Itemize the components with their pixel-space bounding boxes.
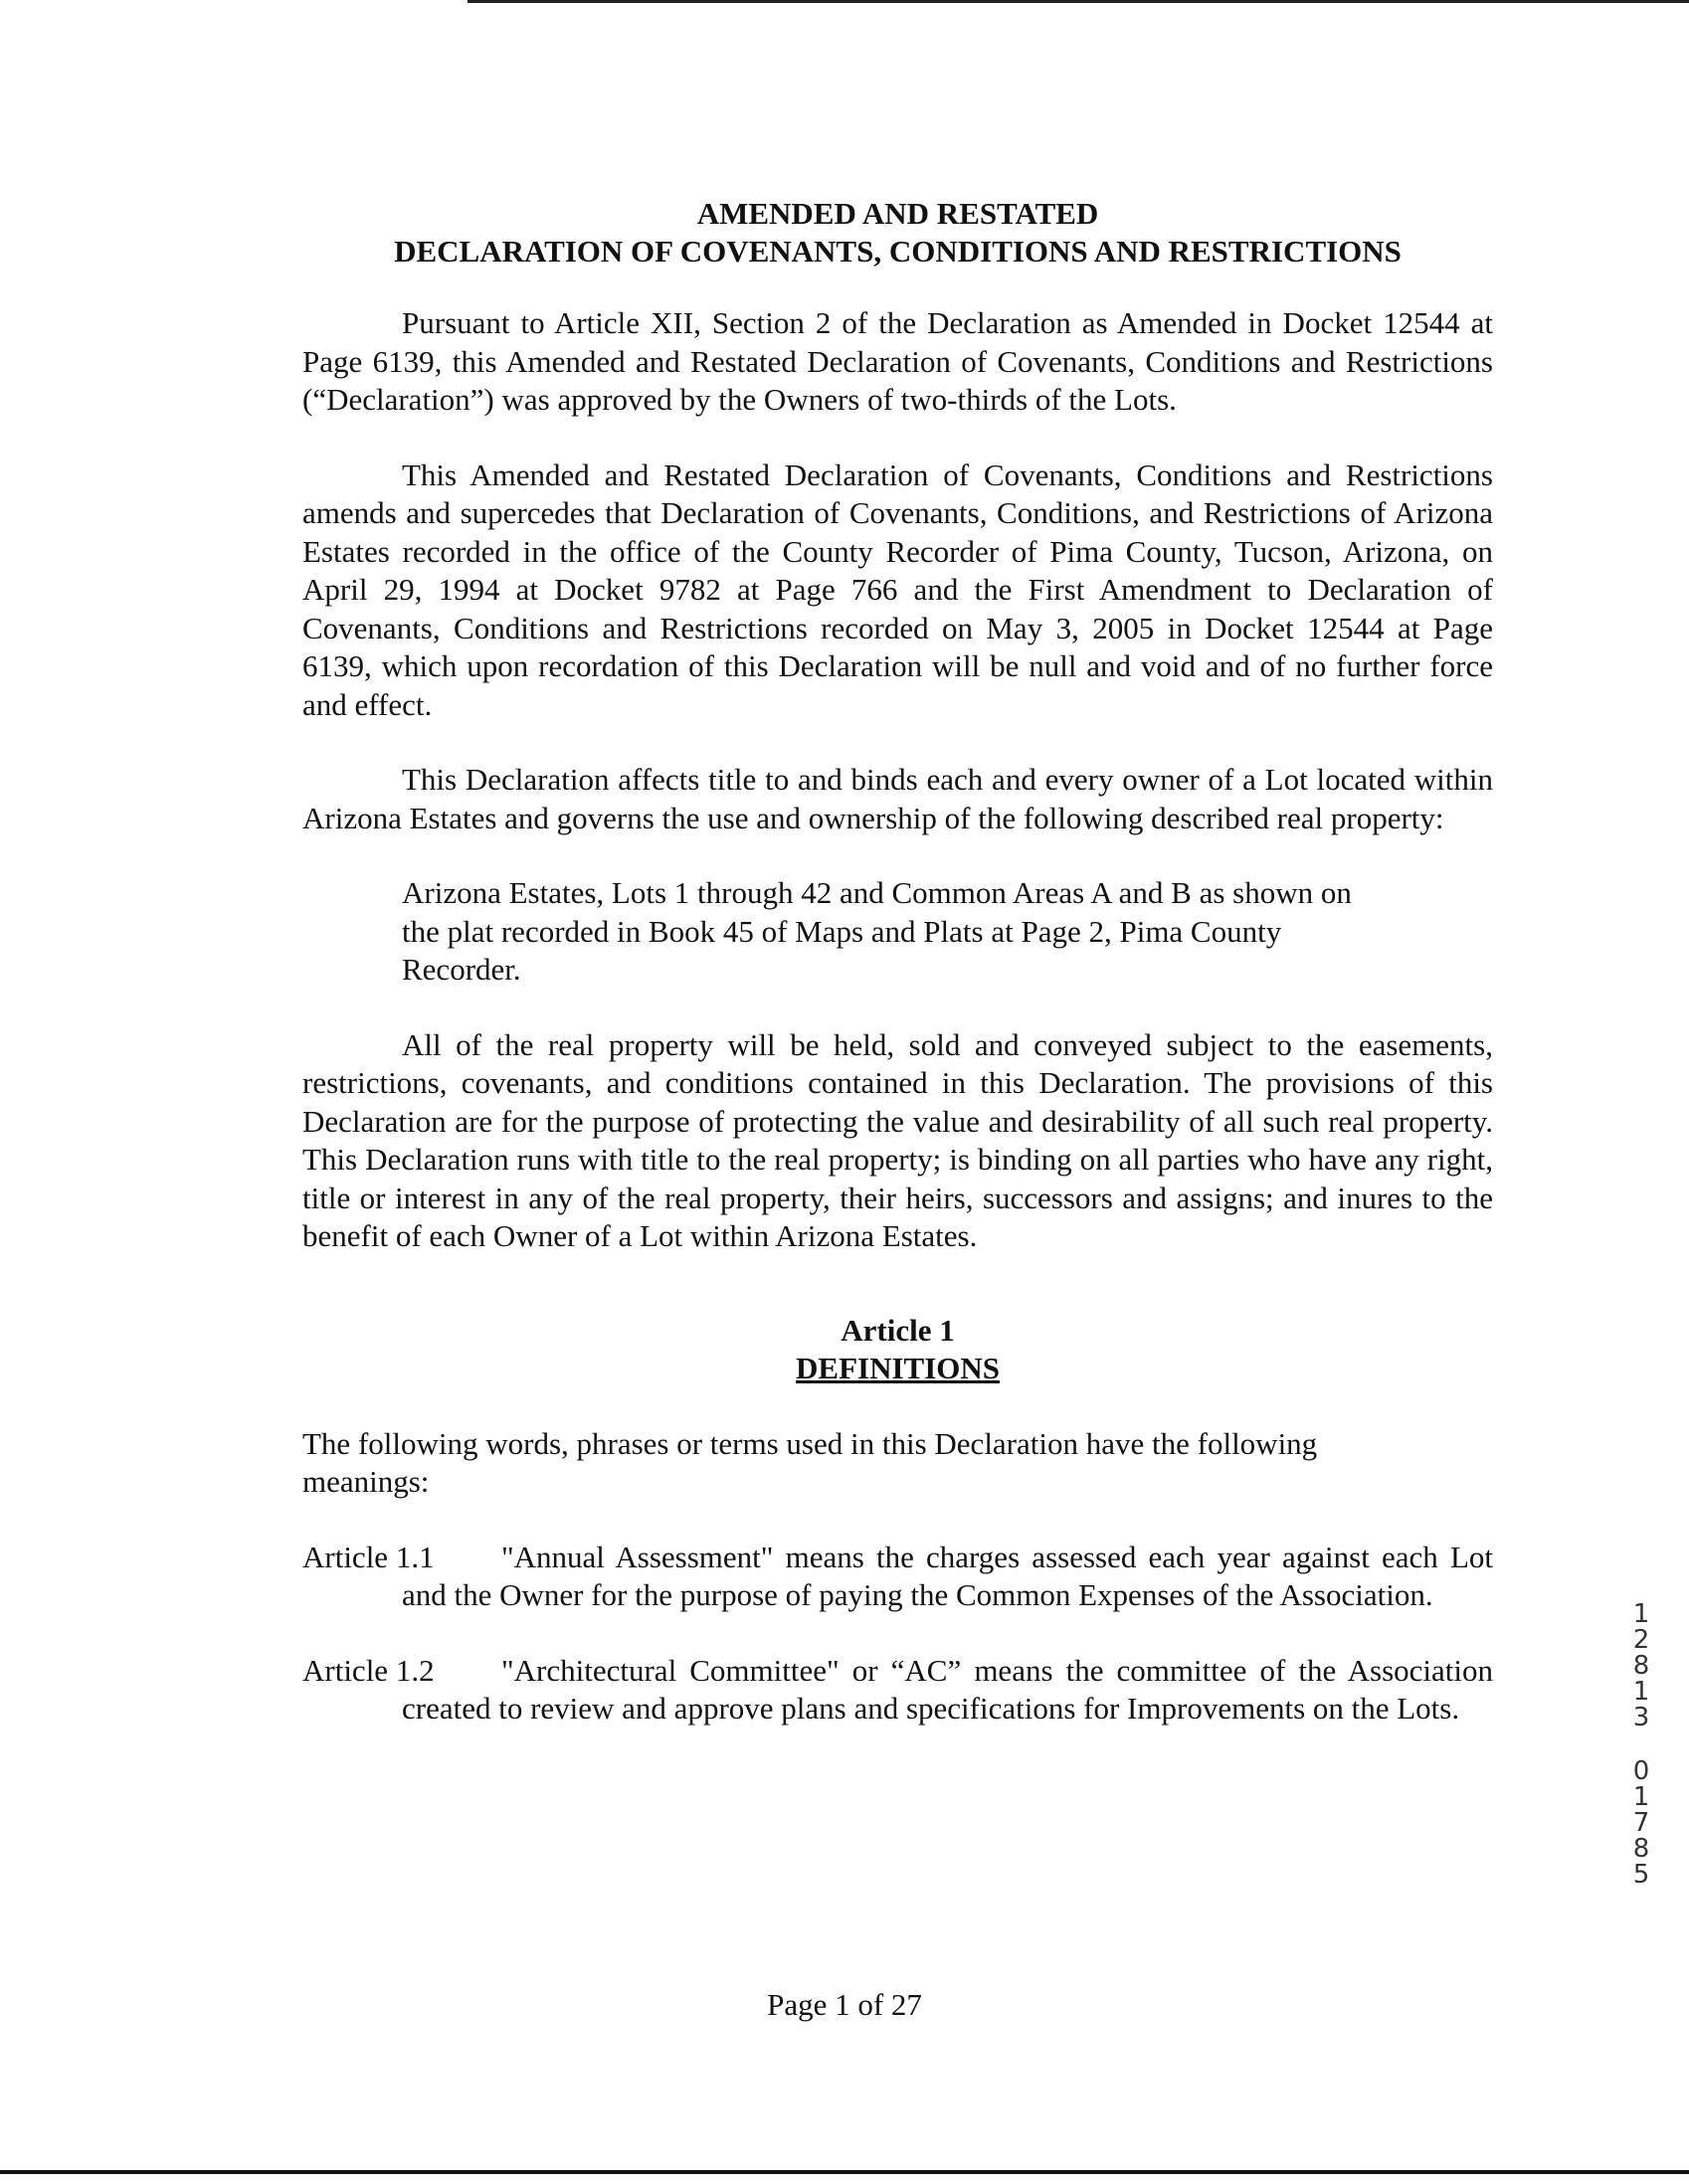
docket-digit: 1 bbox=[1632, 1782, 1650, 1812]
docket-stamp bbox=[1621, 1601, 1661, 1888]
docket-digit: 0 bbox=[1632, 1756, 1650, 1786]
docket-digit: 5 bbox=[1632, 1860, 1650, 1890]
article-title: DEFINITIONS bbox=[796, 1350, 1000, 1385]
scan-top-border bbox=[468, 0, 1689, 3]
paragraph-1: Pursuant to Article XII, Section 2 of the Declaration as Amended in Docket 12544 at Page 6139, this Amended and Restated Declaration of Covenants, Conditions and Restrictions (“Declaration”) was approved by the Owners of two-thirds of the Lots. bbox=[302, 305, 1493, 417]
definition-text: "Annual Assessment" means the charges assessed each year against each Lot and the Owner for the purpose of paying the Common Expenses of the Association. bbox=[402, 1539, 1493, 1612]
definition-text: "Architectural Committee" or “AC” means the committee of the Association created to review and approve plans and specifications for Improvements on the Lots. bbox=[402, 1652, 1493, 1726]
docket-digit: 1 bbox=[1632, 1599, 1650, 1629]
docket-digit: 7 bbox=[1632, 1808, 1650, 1838]
document-title-line1: AMENDED AND RESTATED bbox=[696, 196, 1099, 231]
docket-digit: 3 bbox=[1632, 1703, 1650, 1732]
definitions-intro: The following words, phrases or terms used in this Declaration have the following meanings: bbox=[302, 1425, 1318, 1499]
docket-digit: 8 bbox=[1632, 1651, 1650, 1681]
document-page bbox=[302, 195, 1493, 1729]
document-title-line2: DECLARATION OF COVENANTS, CONDITIONS AND RESTRICTIONS bbox=[394, 234, 1402, 269]
docket-digit: 1 bbox=[1632, 1677, 1650, 1707]
definition-number: Article 1.1 bbox=[302, 1539, 435, 1574]
page-footer: Page 1 of 27 bbox=[767, 1987, 922, 2022]
article-heading: Article 1 bbox=[841, 1312, 955, 1348]
paragraph-4: All of the real property will be held, sold and conveyed subject to the easements, restrictions, covenants, and conditions contained in this Declaration. The provisions of this Declaration are for the purpose of protecting the value and desirability of all such real property. This Declaration runs with title to the real property; is binding on all parties who have any right, title or interest in any of the real property, their heirs, successors and assigns; and inures to the benefit of each Owner of a Lot within Arizona Estates. bbox=[302, 1026, 1493, 1253]
legal-description: Arizona Estates, Lots 1 through 42 and Common Areas A and B as shown on the plat recorded in Book 45 of Maps and Plats at Page 2, Pima County Recorder. bbox=[402, 875, 1352, 987]
definition-item bbox=[302, 1652, 1493, 1729]
scan-bottom-border bbox=[0, 2170, 1689, 2174]
docket-digit: 2 bbox=[1632, 1625, 1650, 1655]
paragraph-2: This Amended and Restated Declaration of Covenants, Conditions and Restrictions amends and supercedes that Declaration of Covenants, Conditions, and Restrictions of Arizona Estates recorded in the office of the County Recorder of Pima County, Tucson, Arizona, on April 29, 1994 at Docket 9782 at Page 766 and the First Amendment to Declaration of Covenants, Conditions and Restrictions recorded on May 3, 2005 in Docket 12544 at Page 6139, which upon recordation of this Declaration will be null and void and of no further force and effect. bbox=[302, 456, 1493, 722]
docket-digit: 8 bbox=[1632, 1834, 1650, 1864]
paragraph-3: This Declaration affects title to and binds each and every owner of a Lot located within Arizona Estates and governs the use and ownership of the following described real property: bbox=[302, 762, 1493, 835]
definition-number: Article 1.2 bbox=[302, 1652, 435, 1688]
definition-item bbox=[302, 1539, 1493, 1615]
